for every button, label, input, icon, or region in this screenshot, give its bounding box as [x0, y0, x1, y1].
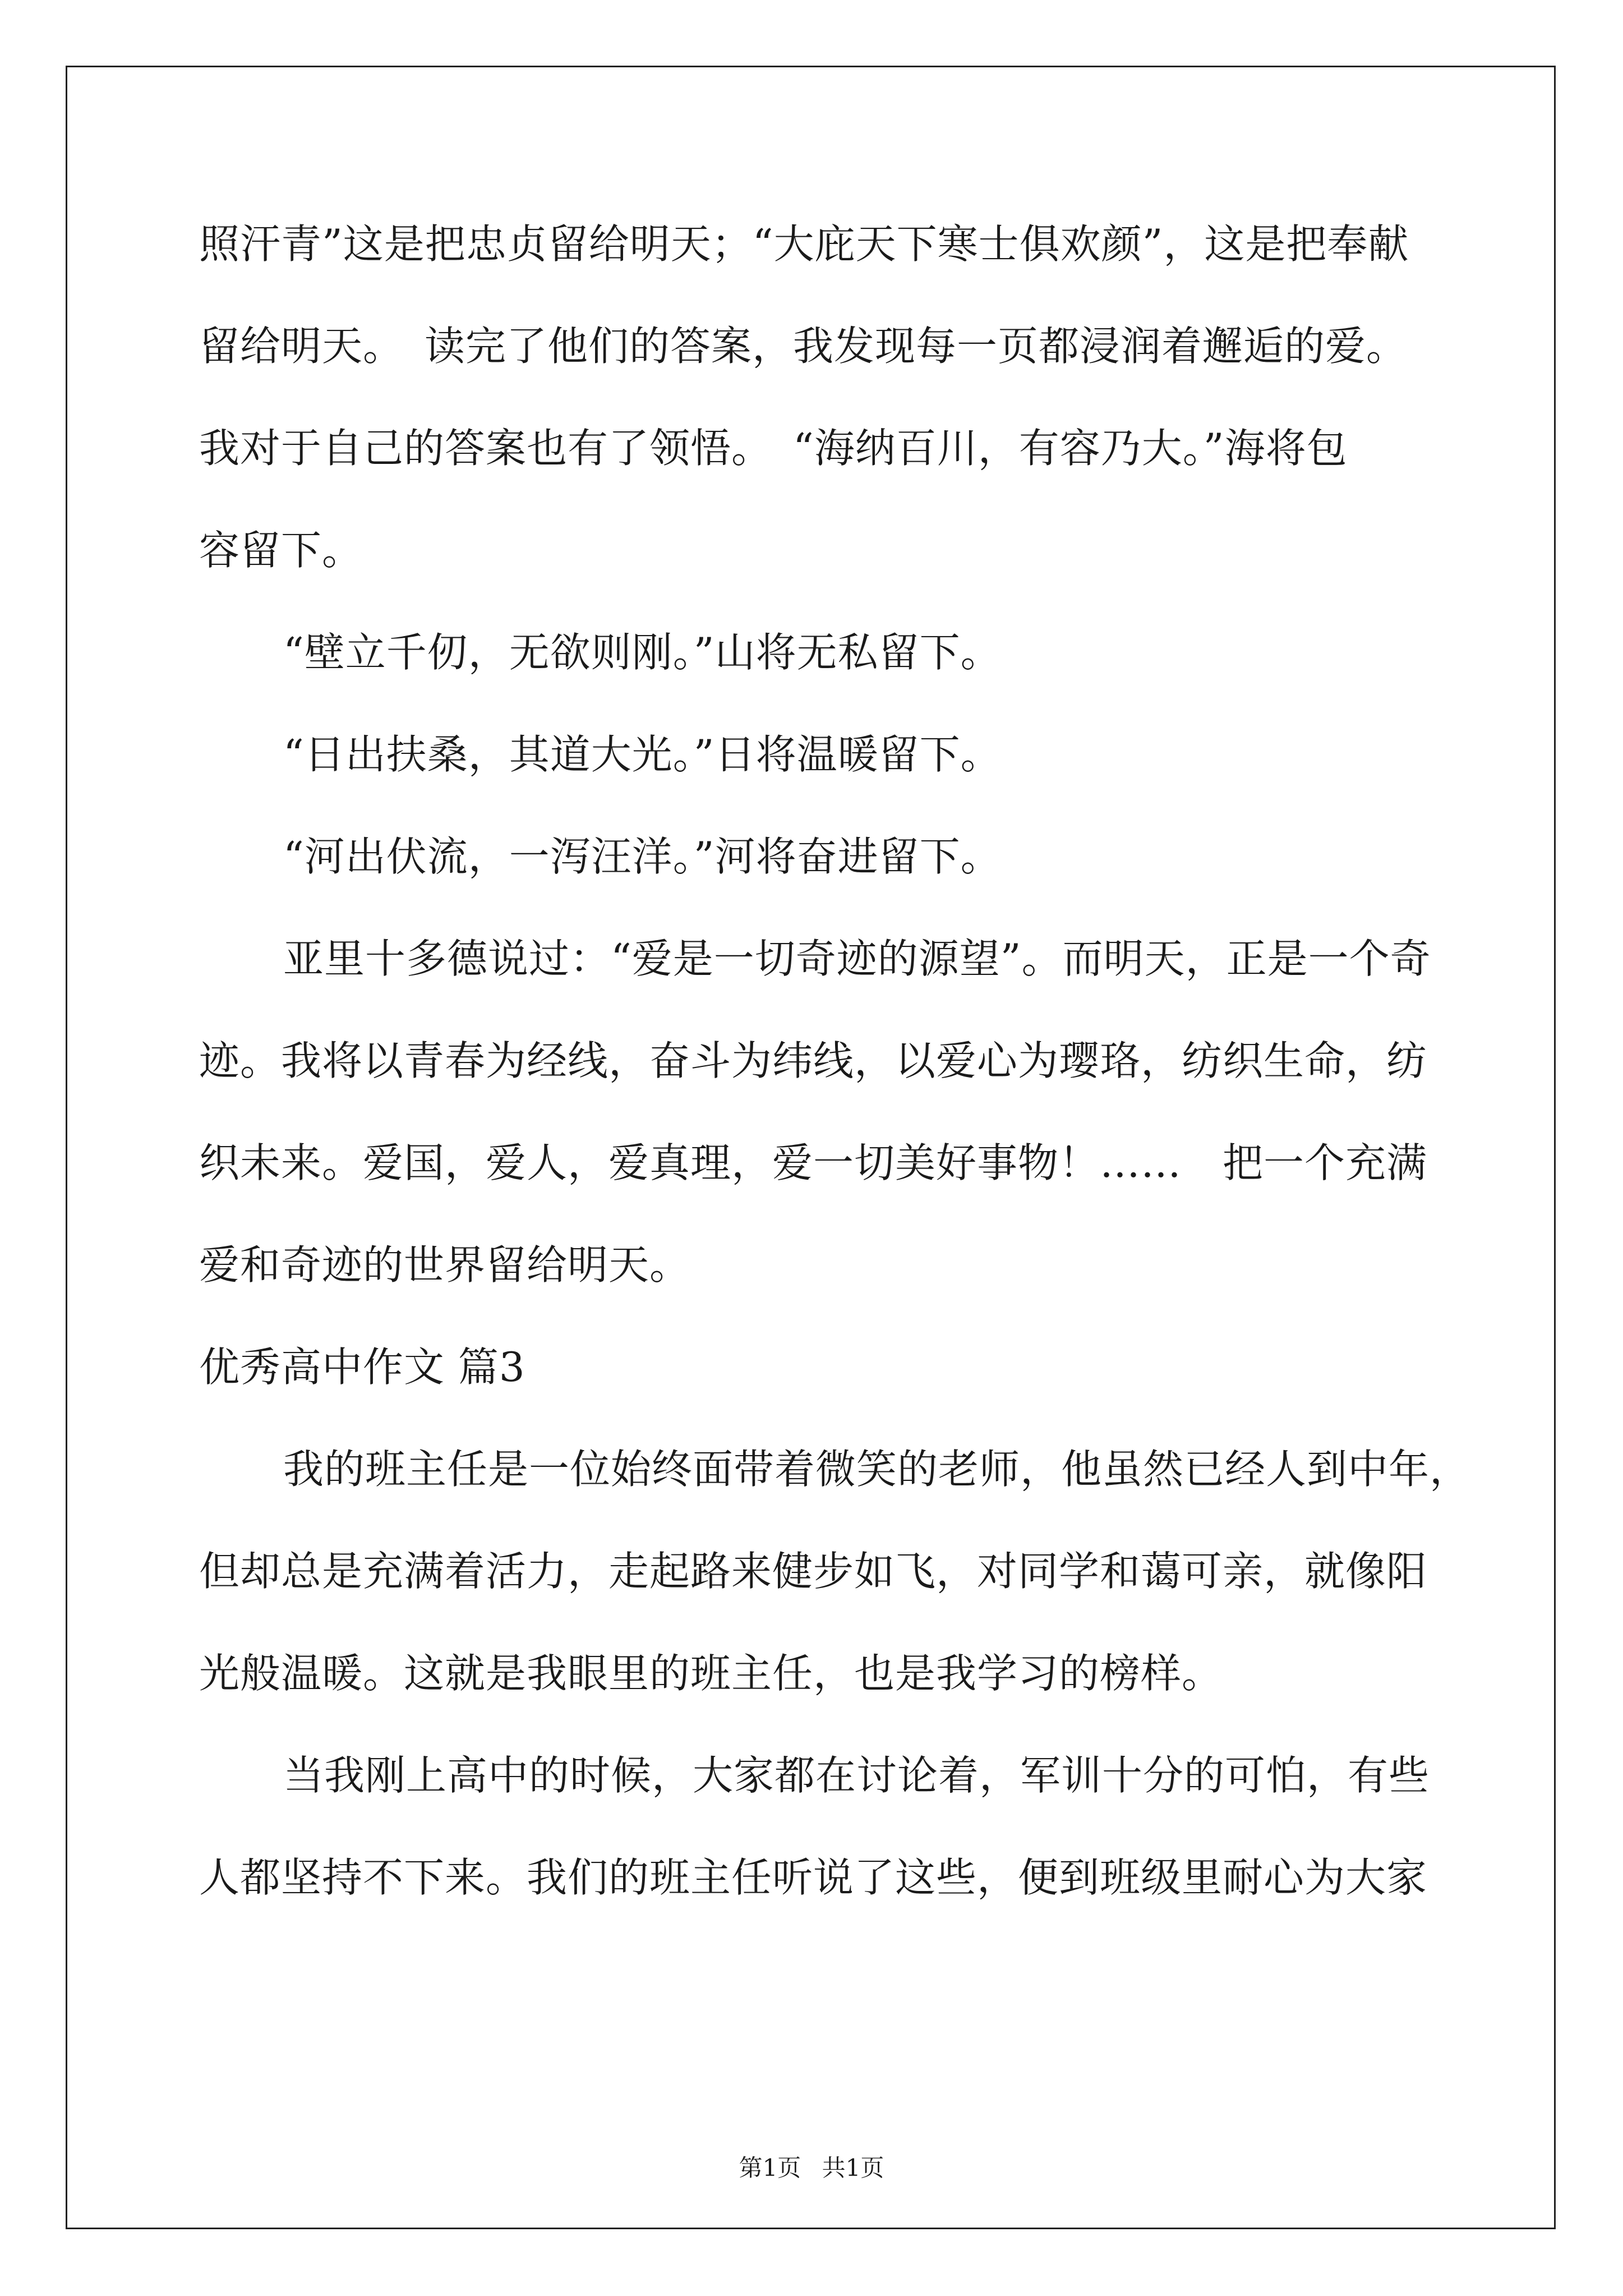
text-line: 留给明天。 读完了他们的答案，我发现每一页都浸润着邂逅的爱。	[199, 323, 1408, 370]
text-line: 但却总是充满着活力，走起路来健步如飞，对同学和蔼可亲，就像阳	[199, 1548, 1428, 1595]
text-line: 光般温暖。这就是我眼里的班主任，也是我学习的榜样。	[199, 1650, 1223, 1697]
page-footer	[0, 2151, 1623, 2185]
text-line: “日出扶桑，其道大光。”日将温暖留下。	[283, 731, 1002, 778]
text-line: 我对于自己的答案也有了领悟。 “海纳百川，有容乃大。”海将包	[199, 425, 1348, 472]
page-number: 第1页	[739, 2154, 801, 2182]
text-line: 人都坚持不下来。我们的班主任听说了这些，便到班级里耐心为大家	[199, 1854, 1428, 1901]
text-line: 织未来。爱国，爱人，爱真理，爱一切美好事物！…… 把一个充满	[199, 1139, 1428, 1186]
text-line: “河出伏流，一泻汪洋。”河将奋进留下。	[283, 833, 1002, 880]
text-line: 容留下。	[199, 527, 363, 574]
text-line: 爱和奇迹的世界留给明天。	[199, 1241, 691, 1289]
text-line: 亚里十多德说过：“爱是一切奇迹的源望”。而明天，正是一个奇	[283, 935, 1431, 982]
text-line: “壁立千仞，无欲则刚。”山将无私留下。	[283, 629, 1002, 676]
text-line: 迹。我将以青春为经线，奋斗为纬线，以爱心为璎珞，纺织生命，纺	[199, 1037, 1428, 1084]
section-heading: 优秀高中作文 篇3	[199, 1343, 525, 1391]
text-line: 我的班主任是一位始终面带着微笑的老师，他虽然已经人到中年，	[283, 1446, 1471, 1493]
page-total: 共1页	[822, 2154, 884, 2182]
text-line: 当我刚上高中的时候，大家都在讨论着，军训十分的可怕，有些	[283, 1752, 1430, 1799]
text-line: 照汗青”这是把忠贞留给明天；“大庇天下寒士俱欢颜”，这是把奉献	[199, 220, 1409, 268]
